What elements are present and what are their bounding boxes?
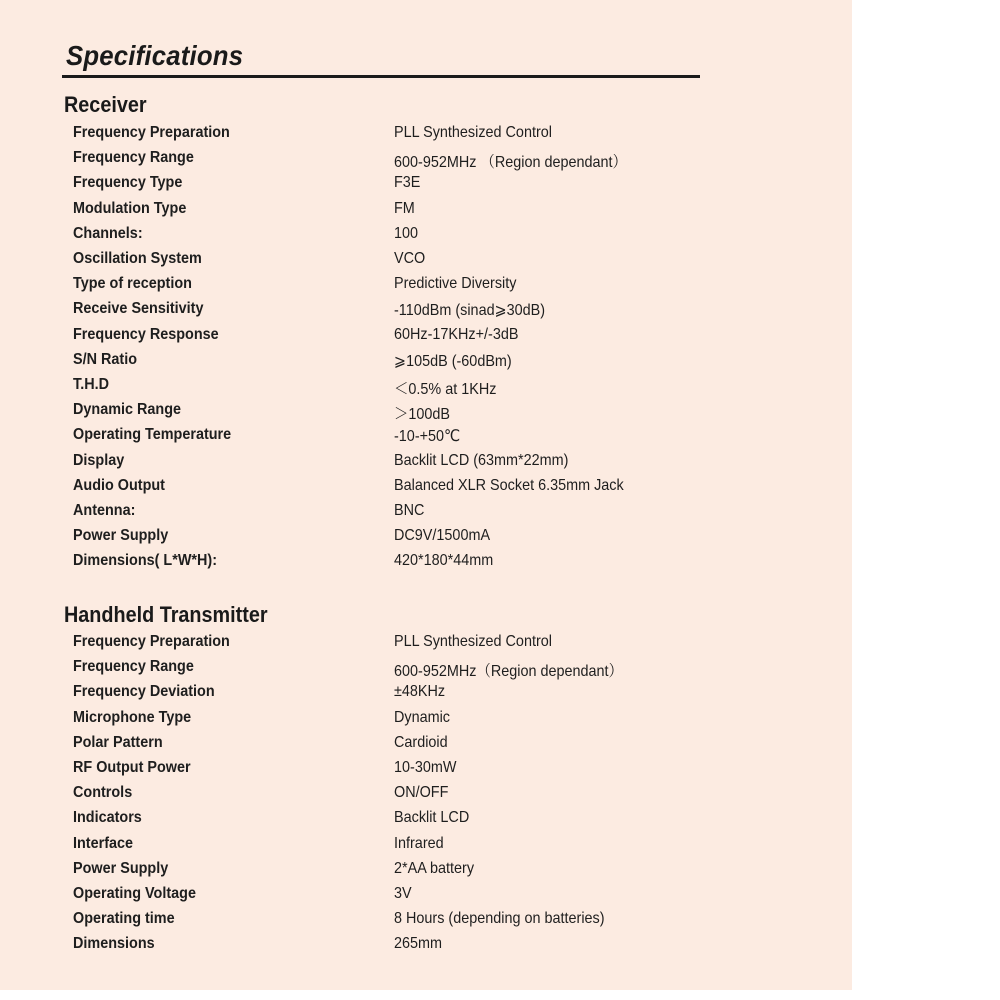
spec-label: T.H.D bbox=[73, 376, 109, 393]
spec-row bbox=[0, 225, 852, 250]
spec-row bbox=[0, 200, 852, 225]
spec-value: 100 bbox=[394, 224, 419, 242]
spec-row bbox=[0, 759, 852, 784]
spec-label: Power Supply bbox=[73, 859, 169, 877]
spec-row bbox=[0, 860, 852, 885]
spec-value: Infrared bbox=[394, 834, 444, 852]
spec-row bbox=[0, 351, 852, 376]
spec-label: Polar Pattern bbox=[73, 733, 163, 751]
spec-value: 600-952MHz （Region dependant） bbox=[394, 154, 627, 172]
spec-value: 600-952MHz（Region dependant） bbox=[394, 663, 623, 681]
spec-label: Antenna: bbox=[73, 502, 136, 519]
spec-label: Interface bbox=[73, 834, 134, 852]
spec-row bbox=[0, 709, 852, 734]
spec-row bbox=[0, 376, 852, 401]
spec-label: Frequency Type bbox=[73, 174, 183, 192]
spec-row bbox=[0, 658, 852, 683]
spec-row bbox=[0, 477, 852, 502]
spec-row bbox=[0, 633, 852, 658]
spec-label: Frequency Range bbox=[73, 658, 194, 676]
spec-row bbox=[0, 275, 852, 300]
spec-row bbox=[0, 426, 852, 451]
spec-label: Oscillation System bbox=[73, 250, 202, 267]
spec-label: RF Output Power bbox=[73, 759, 191, 776]
spec-row bbox=[0, 401, 852, 426]
spec-label: Display bbox=[73, 451, 125, 469]
spec-value: 265mm bbox=[394, 935, 443, 953]
spec-label: Receive Sensitivity bbox=[73, 300, 204, 318]
spec-value: 3V bbox=[394, 885, 412, 902]
spec-label: Frequency Preparation bbox=[73, 633, 230, 650]
spec-label: Dimensions bbox=[73, 935, 155, 953]
spec-value: -10-+50℃ bbox=[394, 428, 461, 446]
spec-row bbox=[0, 835, 852, 860]
spec-value: FM bbox=[394, 199, 415, 217]
spec-value: 10-30mW bbox=[394, 759, 457, 776]
spec-value: DC9V/1500mA bbox=[394, 527, 491, 545]
spec-value: ＞100dB bbox=[394, 406, 451, 424]
spec-value: Dynamic bbox=[394, 708, 451, 726]
spec-row bbox=[0, 734, 852, 759]
spec-row bbox=[0, 326, 852, 351]
page-title: Specifications bbox=[66, 40, 244, 71]
spec-row bbox=[0, 527, 852, 552]
spec-row bbox=[0, 300, 852, 325]
spec-value: 420*180*44mm bbox=[394, 552, 494, 570]
spec-value: Backlit LCD (63mm*22mm) bbox=[394, 451, 569, 469]
spec-label: Frequency Response bbox=[73, 325, 219, 343]
spec-row bbox=[0, 174, 852, 199]
spec-label: Type of reception bbox=[73, 275, 192, 293]
spec-value: 2*AA battery bbox=[394, 859, 475, 877]
spec-value: ＜0.5% at 1KHz bbox=[394, 381, 497, 398]
receiver-heading: Receiver bbox=[64, 92, 147, 117]
spec-value: BNC bbox=[394, 502, 425, 519]
spec-value: -110dBm (sinad⩾30dB) bbox=[394, 302, 546, 320]
spec-row bbox=[0, 809, 852, 834]
spec-value: ON/OFF bbox=[394, 784, 449, 802]
spec-label: Frequency Preparation bbox=[73, 124, 230, 141]
spec-label: Modulation Type bbox=[73, 199, 187, 217]
spec-value: PLL Synthesized Control bbox=[394, 633, 552, 650]
spec-label: Indicators bbox=[73, 809, 142, 827]
spec-row bbox=[0, 935, 852, 960]
spec-row bbox=[0, 552, 852, 577]
spec-label: Controls bbox=[73, 784, 133, 802]
spec-value: F3E bbox=[394, 174, 421, 192]
transmitter-heading: Handheld Transmitter bbox=[64, 602, 268, 627]
spec-row bbox=[0, 683, 852, 708]
spec-value: Backlit LCD bbox=[394, 809, 470, 827]
spec-value: 60Hz-17KHz+/-3dB bbox=[394, 325, 519, 343]
spec-value: ±48KHz bbox=[394, 683, 446, 701]
spec-row bbox=[0, 124, 852, 149]
spec-row bbox=[0, 149, 852, 174]
spec-label: Frequency Range bbox=[73, 149, 194, 167]
spec-value: Balanced XLR Socket 6.35mm Jack bbox=[394, 476, 624, 494]
spec-value: VCO bbox=[394, 250, 426, 267]
spec-label: Operating Temperature bbox=[73, 426, 232, 444]
spec-value: PLL Synthesized Control bbox=[394, 124, 552, 141]
spec-value: Cardioid bbox=[394, 733, 448, 751]
spec-row bbox=[0, 250, 852, 275]
spec-label: Audio Output bbox=[73, 476, 165, 494]
spec-value: 8 Hours (depending on batteries) bbox=[394, 910, 605, 928]
spec-value: Predictive Diversity bbox=[394, 275, 517, 293]
spec-label: Dynamic Range bbox=[73, 401, 182, 419]
spec-label: S/N Ratio bbox=[73, 350, 138, 368]
spec-label: Power Supply bbox=[73, 527, 169, 545]
spec-row bbox=[0, 784, 852, 809]
spec-label: Dimensions( L*W*H): bbox=[73, 552, 217, 570]
spec-label: Channels: bbox=[73, 224, 143, 242]
title-underline bbox=[62, 75, 700, 78]
spec-label: Frequency Deviation bbox=[73, 683, 215, 701]
spec-label: Operating time bbox=[73, 910, 175, 928]
spec-row bbox=[0, 910, 852, 935]
spec-row bbox=[0, 452, 852, 477]
spec-row bbox=[0, 502, 852, 527]
spec-label: Microphone Type bbox=[73, 708, 192, 726]
spec-label: Operating Voltage bbox=[73, 885, 196, 902]
spec-row bbox=[0, 885, 852, 910]
spec-value: ⩾105dB (-60dBm) bbox=[394, 352, 512, 370]
